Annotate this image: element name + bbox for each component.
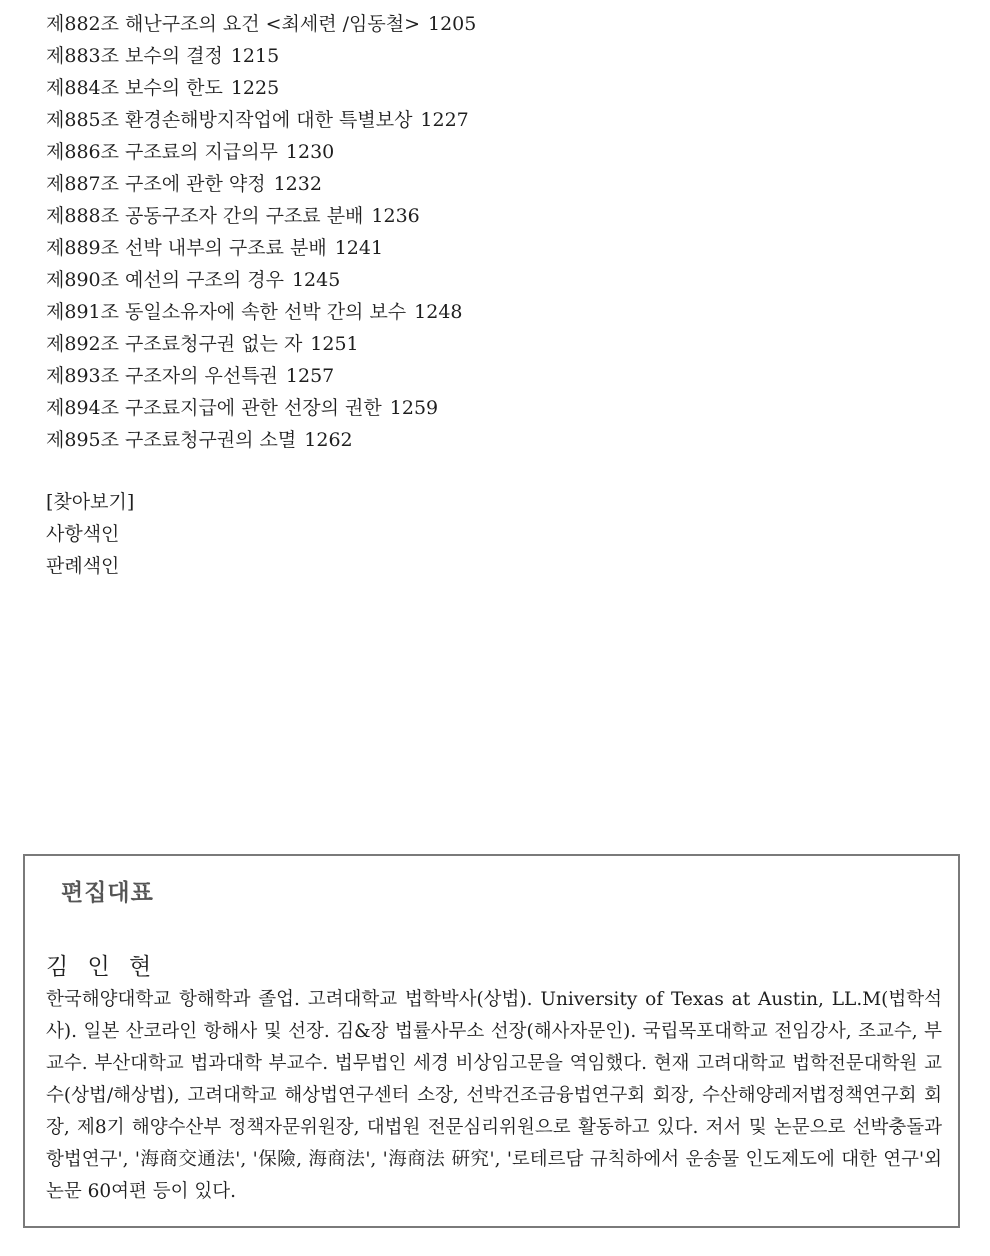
toc-title: 구조료지급에 관한 선장의 권한 [125, 397, 382, 419]
toc-entry [46, 40, 946, 72]
toc-page: 1215 [230, 45, 280, 67]
toc-entry [46, 8, 946, 40]
toc-article: 제892조 [46, 333, 119, 355]
toc-article: 제888조 [46, 205, 119, 227]
toc-article: 제895조 [46, 429, 119, 451]
toc-page: 1251 [310, 333, 359, 355]
toc-page: 1262 [304, 429, 353, 451]
toc-page: 1245 [291, 269, 341, 291]
toc-title: 구조료청구권 없는 자 [125, 333, 303, 355]
index-section [46, 486, 134, 582]
toc-entry [46, 232, 946, 264]
toc-entry [46, 168, 946, 200]
toc-title: 보수의 한도 [125, 77, 223, 99]
toc-article: 제891조 [46, 301, 119, 323]
toc-entry [46, 200, 946, 232]
toc-article: 제889조 [46, 237, 119, 259]
table-of-contents [46, 8, 946, 456]
toc-article: 제884조 [46, 77, 119, 99]
toc-page: 1205 [428, 13, 477, 35]
toc-title: 예선의 구조의 경우 [125, 269, 284, 291]
toc-page: 1227 [420, 109, 469, 131]
toc-article: 제883조 [46, 45, 119, 67]
toc-page: 1259 [389, 397, 439, 419]
toc-entry [46, 136, 946, 168]
toc-article: 제894조 [46, 397, 119, 419]
index-heading: [찾아보기] [46, 491, 135, 513]
toc-title: 해난구조의 요건 <최세련 /임동철> [125, 13, 420, 35]
toc-entry [46, 104, 946, 136]
toc-entry [46, 392, 946, 424]
toc-title: 공동구조자 간의 구조료 분배 [125, 205, 364, 227]
toc-entry [46, 264, 946, 296]
toc-page: 1236 [371, 205, 420, 227]
toc-title: 구조에 관한 약정 [125, 173, 266, 195]
toc-entry [46, 328, 946, 360]
index-item-subject: 사항색인 [46, 523, 120, 545]
toc-entry [46, 424, 946, 456]
toc-title: 구조자의 우선특권 [125, 365, 278, 387]
author-name: 김 인 현 [46, 954, 158, 980]
toc-entry [46, 360, 946, 392]
toc-article: 제893조 [46, 365, 119, 387]
toc-article: 제886조 [46, 141, 119, 163]
toc-page: 1241 [334, 237, 384, 259]
author-bio: 한국해양대학교 항해학과 졸업. 고려대학교 법학박사(상법). University of Texas at Austin, LL.M(법학석사). 일본 산코라인 항해사 및 선장. 김&장 법률사무소 선장(해사자문인). 국립목포대학교 전임강사, 조교수, 부교수. 부산대학교 법과대학 부교수. 법무법인 세경 비상임고문을 역임했다. 현재 고려대학교 법학전문대학원 교수(상법/해상법), 고려대학교 해상법연구센터 소장, 선박건조금융법연구회 회장, 수산해양레저법정책연구회 회장, 제8기 해양수산부 정책자문위원장, 대법원 전문심리위원으로 활동하고 있다. 저서 및 논문으로 선박충돌과 항법연구', '海商交通法', '保險, 海商法', '海商法 硏究', '로테르담 규칙하에서 운송물 인도제도에 대한 연구'외 논문 60여편 등이 있다. [46, 989, 942, 1202]
toc-page: 1225 [230, 77, 280, 99]
toc-title: 보수의 결정 [125, 45, 223, 67]
toc-page: 1230 [285, 141, 335, 163]
toc-entry [46, 72, 946, 104]
toc-page: 1232 [273, 173, 322, 195]
toc-page: 1248 [414, 301, 463, 323]
toc-title: 구조료청구권의 소멸 [125, 429, 297, 451]
toc-title: 선박 내부의 구조료 분배 [125, 237, 327, 259]
toc-page: 1257 [285, 365, 335, 387]
toc-article: 제890조 [46, 269, 119, 291]
toc-title: 구조료의 지급의무 [125, 141, 278, 163]
index-item-case: 판례색인 [46, 555, 120, 577]
editor-heading: 편집대표 [61, 880, 154, 906]
toc-article: 제887조 [46, 173, 119, 195]
toc-entry [46, 296, 946, 328]
toc-title: 동일소유자에 속한 선박 간의 보수 [125, 301, 407, 323]
editor-profile-box [23, 854, 960, 1228]
toc-article: 제882조 [46, 13, 119, 35]
toc-article: 제885조 [46, 109, 119, 131]
toc-title: 환경손해방지작업에 대한 특별보상 [125, 109, 413, 131]
